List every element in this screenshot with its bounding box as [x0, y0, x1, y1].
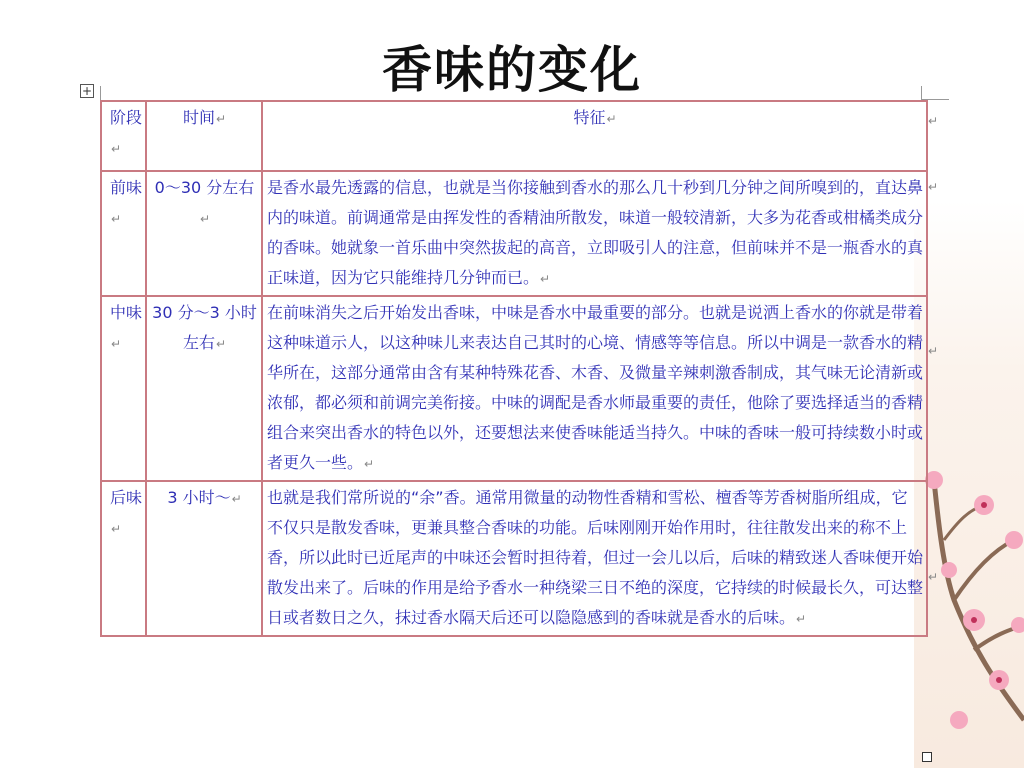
- header-time: [146, 101, 262, 171]
- paragraph-mark: ↵: [606, 112, 617, 126]
- move-icon[interactable]: +: [81, 84, 93, 98]
- table-corner-mark: [921, 86, 949, 100]
- stage-cell: [101, 296, 146, 481]
- table-row: [101, 296, 927, 481]
- stage-cell: [101, 171, 146, 296]
- plum-blossom-decoration: [914, 420, 1024, 768]
- paragraph-mark: ↵: [215, 337, 227, 351]
- table-corner-mark: [100, 86, 101, 100]
- row-end-mark: ↵: [928, 344, 939, 358]
- time-text: 3 小时～: [167, 488, 231, 507]
- feature-cell: [262, 171, 927, 296]
- time-text: 30 分～3 小时左右: [152, 303, 257, 352]
- paragraph-mark: ↵: [364, 457, 375, 471]
- paragraph-mark: ↵: [215, 112, 227, 126]
- paragraph-mark: ↵: [111, 212, 122, 226]
- row-end-mark: ↵: [928, 570, 939, 584]
- feature-text: 在前味消失之后开始发出香味，中味是香水中最重要的部分。也就是说洒上香水的你就是带着这种味道示人，以这种味儿来表达自己其时的心境、情感等等信息。所以中调是一款香水的精华所在，这部分通常由含有某种特殊花香、木香、及微量辛辣刺激香制成，其气味无论清新或浓郁，都必须和前调完美衔接。中味的调配是香水师最重要的责任，他除了要选择适当的香精组合来突出香水的特色以外，还要想法来使香味能适当持久。中味的香味一般可持续数小时或者更久一些。: [267, 303, 924, 472]
- paragraph-mark: ↵: [796, 612, 807, 626]
- feature-cell: [262, 296, 927, 481]
- stage-text: 中味: [110, 303, 143, 322]
- paragraph-mark: ↵: [199, 212, 211, 226]
- time-cell: [146, 296, 262, 481]
- table-row: [101, 481, 927, 636]
- paragraph-mark: ↵: [111, 142, 122, 156]
- time-text: 0～30 分左右: [154, 178, 255, 197]
- paragraph-mark: ↵: [111, 522, 122, 536]
- feature-cell: [262, 481, 927, 636]
- stage-text: 前味: [110, 178, 143, 197]
- slide-title: 香味的变化: [382, 40, 642, 99]
- paragraph-mark: ↵: [111, 337, 122, 351]
- resize-icon[interactable]: [922, 752, 932, 762]
- header-stage-text: 阶段: [110, 108, 143, 127]
- header-stage: [101, 101, 146, 171]
- fragrance-table: [100, 100, 928, 637]
- header-feature-text: 特征: [573, 108, 606, 127]
- stage-text: 后味: [110, 488, 143, 507]
- fragrance-table-container: [100, 100, 926, 637]
- paragraph-mark: ↵: [540, 272, 551, 286]
- header-time-text: 时间: [182, 108, 215, 127]
- row-end-mark: ↵: [928, 114, 939, 128]
- table-row: [101, 171, 927, 296]
- time-cell: [146, 481, 262, 636]
- row-end-mark: ↵: [928, 180, 939, 194]
- time-cell: [146, 171, 262, 296]
- feature-text: 也就是我们常所说的“余”香。通常用微量的动物性香精和雪松、檀香等芳香树脂所组成，它不仅只是散发香味，更兼具整合香味的功能。后味刚刚开始作用时，往往散发出来的称不上香，所以此时已近尾声的中味还会暂时担待着，但过一会儿以后，后味的精致迷人香味便开始散发出来了。后味的作用是给予香水一种绕梁三日不绝的深度，它持续的时候最长久，可达整日或者数日之久，抹过香水隔天后还可以隐隐感到的香味就是香水的后味。: [267, 488, 924, 627]
- stage-cell: [101, 481, 146, 636]
- paragraph-mark: ↵: [231, 492, 242, 506]
- header-feature: [262, 101, 927, 171]
- feature-text: 是香水最先透露的信息，也就是当你接触到香水的那么几十秒到几分钟之间所嗅到的，直达鼻内的味道。前调通常是由挥发性的香精油所散发，味道一般较清新，大多为花香或柑橘类成分的香味。她就象一首乐曲中突然拔起的高音，立即吸引人的注意，但前味并不是一瓶香水的真正味道，因为它只能维持几分钟而已。: [267, 178, 924, 287]
- table-header-row: [101, 101, 927, 171]
